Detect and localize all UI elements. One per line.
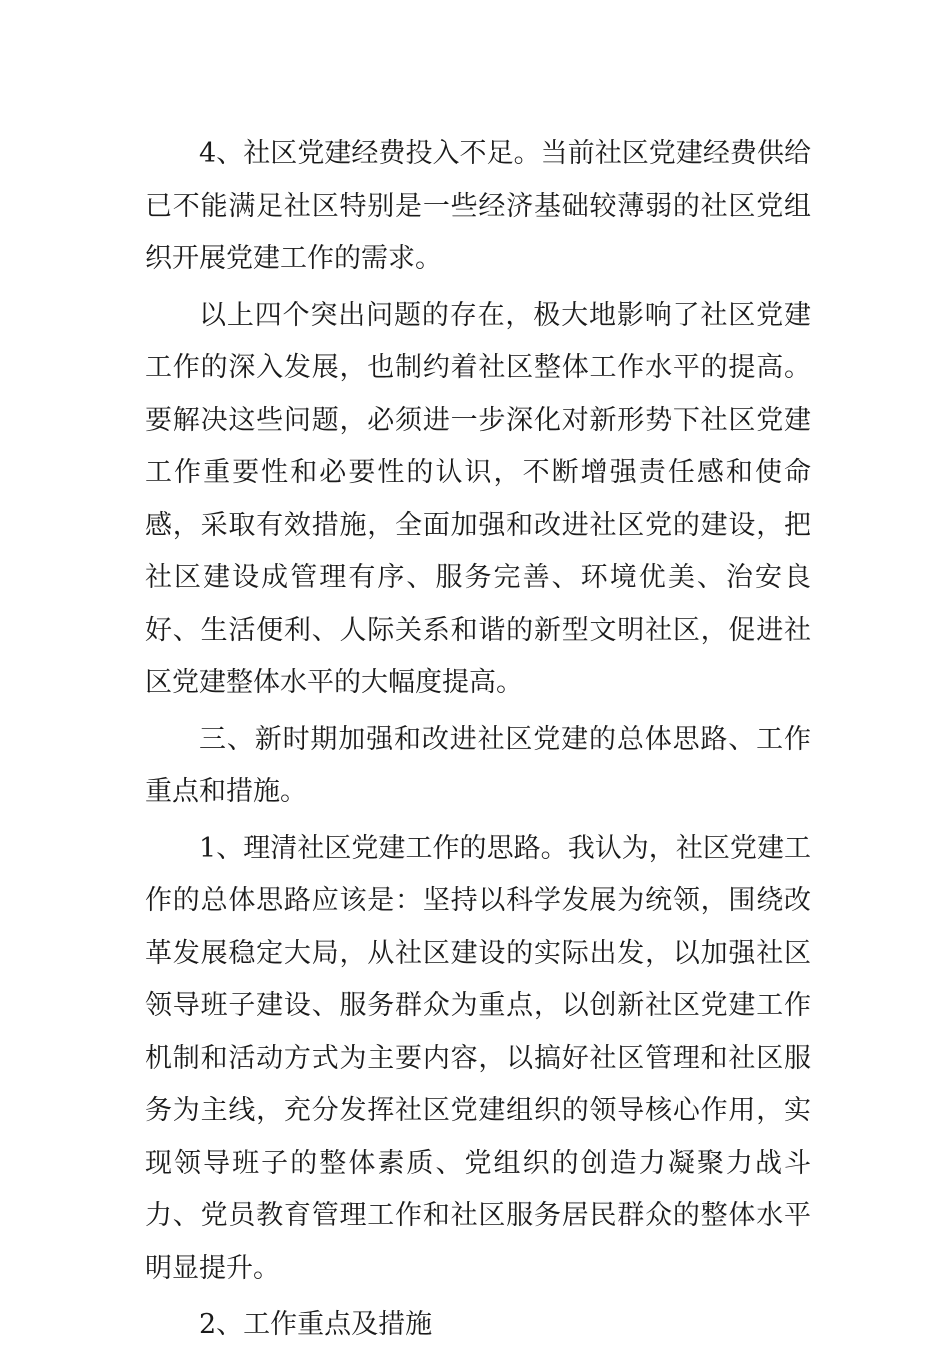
paragraph-problems-impact: 以上四个突出问题的存在，极大地影响了社区党建工作的深入发展，也制约着社区整体工作水平的提高。要解决这些问题，必须进一步深化对新形势下社区党建工作重要性和必要性的认识，不断增强责任感和使命感，采取有效措施，全面加强和改进社区党的建设，把社区建设成管理有序、服务完善、环境优美、治安良好、生活便利、人际关系和谐的新型文明社区，促进社区党建整体水平的大幅度提高。 bbox=[145, 299, 811, 698]
paragraph-funding-shortage: 4、社区党建经费投入不足。当前社区党建经费供给已不能满足社区特别是一些经济基础较薄弱的社区党组织开展党建工作的需求。 bbox=[145, 138, 811, 274]
document-page bbox=[145, 128, 811, 1356]
section-heading-three: 三、新时期加强和改进社区党建的总体思路、工作重点和措施。 bbox=[145, 723, 811, 807]
paragraph-key-measures: 2、工作重点及措施 bbox=[199, 1309, 433, 1340]
paragraph-work-approach: 1、理清社区党建工作的思路。我认为，社区党建工作的总体思路应该是：坚持以科学发展为统领，围绕改革发展稳定大局，从社区建设的实际出发，以加强社区领导班子建设、服务群众为重点，以创新社区党建工作机制和活动方式为主要内容，以搞好社区管理和社区服务为主线，充分发挥社区党建组织的领导核心作用，实现领导班子的整体素质、党组织的创造力凝聚力战斗力、党员教育管理工作和社区服务居民群众的整体水平明显提升。 bbox=[145, 832, 811, 1284]
